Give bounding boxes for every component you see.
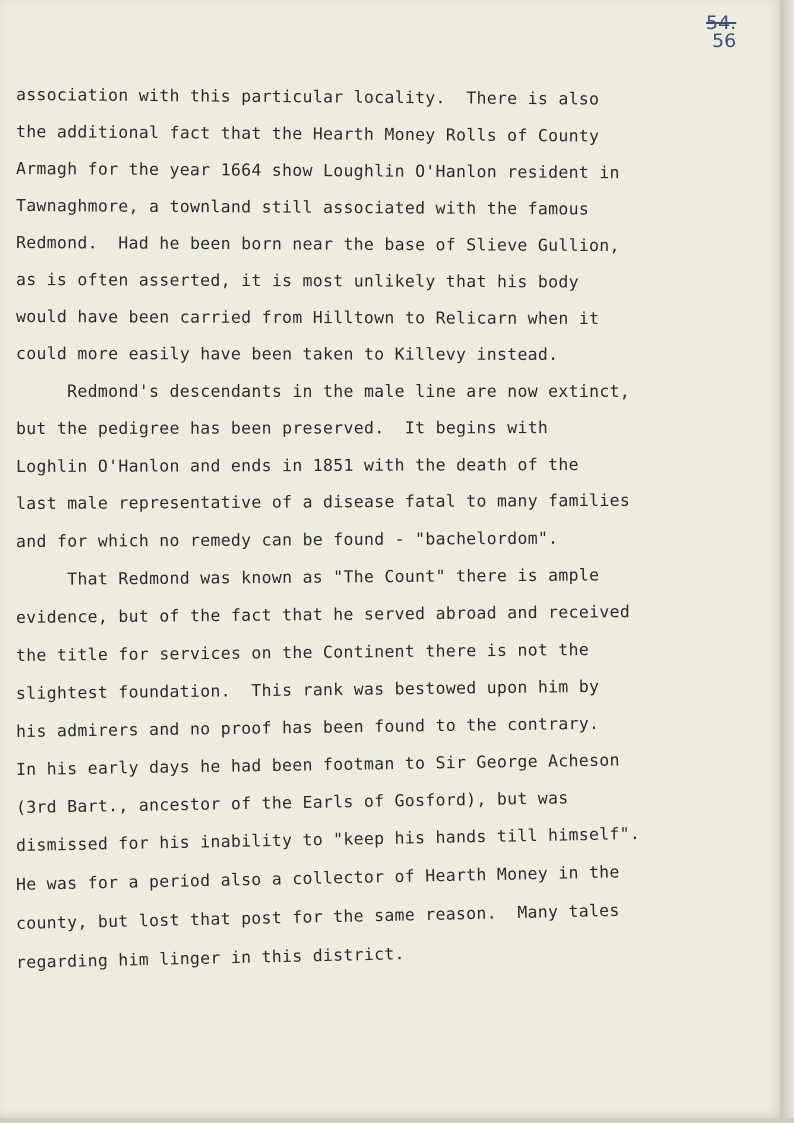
text-line: last male representative of a disease fatal to many families <box>15 490 631 513</box>
text-line: dismissed for his inability to "keep his hands till himself". <box>15 824 641 855</box>
page-right-edge <box>780 0 794 1123</box>
text-line: association with this particular locality. There is also <box>15 85 600 109</box>
page-number <box>706 14 758 51</box>
text-line: the title for services on the Continent there is not the <box>15 639 590 665</box>
text-line: the additional fact that the Hearth Money Rolls of County <box>15 122 600 146</box>
text-line: slightest foundation. This rank was bestowed upon him by <box>15 676 600 703</box>
text-line: his admirers and no proof has been found to the contrary. <box>15 713 600 741</box>
text-line: as is often asserted, it is most unlikely that his body <box>15 270 579 292</box>
text-line: Tawnaghmore, a townland still associated with the famous <box>15 196 590 219</box>
text-line: That Redmond was known as "The Count" there is ample <box>15 565 600 589</box>
current-page-number: 56 <box>712 30 737 52</box>
text-line: but the pedigree has been preserved. It begins with <box>15 418 549 438</box>
text-line: He was for a period also a collector of Hearth Money in the <box>15 862 620 894</box>
text-line: and for which no remedy can be found - "bachelordom". <box>15 528 559 551</box>
text-line: Armagh for the year 1664 show Loughlin O'Hanlon resident in <box>15 159 620 183</box>
text-line: (3rd Bart., ancestor of the Earls of Gosford), but was <box>15 788 569 817</box>
text-line: could more easily have been taken to Killevy instead. <box>15 344 559 364</box>
text-line: regarding him linger in this district. <box>15 944 405 972</box>
page-bottom-edge <box>0 1118 794 1123</box>
struck-page-number: 54. <box>706 12 737 34</box>
text-line: Redmond's descendants in the male line are now extinct, <box>16 382 631 401</box>
text-line: Redmond. Had he been born near the base of Slieve Gullion, <box>15 233 620 256</box>
text-line: county, but lost that post for the same reason. Many tales <box>15 900 620 933</box>
text-line: would have been carried from Hilltown to Relicarn when it <box>15 307 600 329</box>
text-line: In his early days he had been footman to Sir George Acheson <box>15 750 620 779</box>
text-line: evidence, but of the fact that he served abroad and received <box>15 602 631 627</box>
text-line: Loghlin O'Hanlon and ends in 1851 with the death of the <box>15 455 579 476</box>
